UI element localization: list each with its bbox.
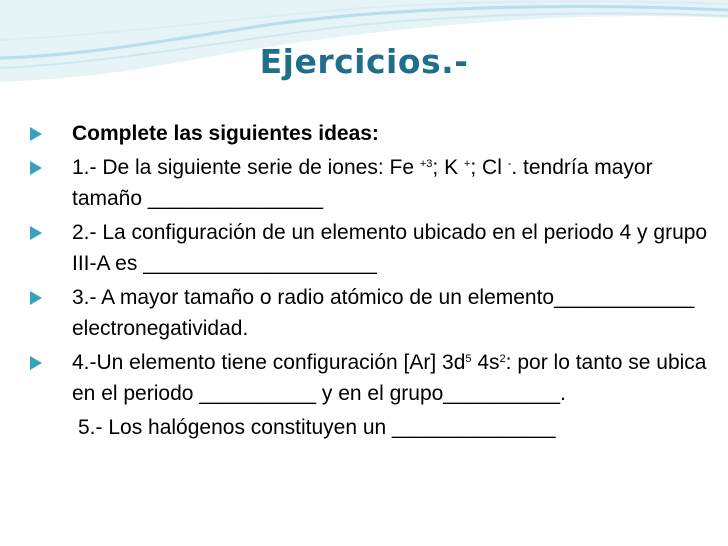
list-item-question-4 <box>18 347 708 410</box>
item-text-part: 4s <box>471 350 500 374</box>
superscript: 2 <box>499 352 506 365</box>
item-text-part: : por lo tanto se ubica en el periodo __________ y en el grupo__________. <box>72 350 707 405</box>
item-text-part: 1.- De la siguiente serie de iones: Fe <box>72 155 420 179</box>
item-text-part: 4.-Un elemento tiene configuración [Ar] 3d <box>72 350 466 374</box>
item-text-part: ; Cl <box>470 155 508 179</box>
bullet-arrow-icon <box>30 356 42 370</box>
bullet-arrow-icon <box>30 127 42 141</box>
superscript: + <box>463 157 471 170</box>
bullet-arrow-icon <box>30 291 42 305</box>
superscript: - <box>507 157 512 170</box>
list-item-question-5 <box>18 412 708 444</box>
slide-title: Ejercicios.- <box>259 42 469 81</box>
item-text: Complete las siguientes ideas: <box>72 122 379 145</box>
bullet-arrow-icon <box>30 161 42 175</box>
item-text: 2.- La configuración de un elemento ubicado en el periodo 4 y grupo III-A es ____________________ <box>72 220 708 275</box>
list-item-instruction <box>18 118 708 150</box>
item-text-part: ; K <box>432 155 464 179</box>
item-text: 5.- Los halógenos constituyen un ______________ <box>78 415 556 439</box>
list-item-question-1 <box>18 152 708 215</box>
bullet-arrow-icon <box>30 226 42 240</box>
item-text-part: . tendría mayor tamaño _______________ <box>72 155 653 210</box>
item-text: 3.- A mayor tamaño o radio atómico de un elemento____________ electronegatividad. <box>72 285 695 340</box>
bullet-list <box>18 118 708 445</box>
superscript: 5 <box>465 352 472 365</box>
list-item-question-2 <box>18 217 708 280</box>
superscript: +3 <box>419 157 433 170</box>
list-item-question-3 <box>18 282 708 345</box>
